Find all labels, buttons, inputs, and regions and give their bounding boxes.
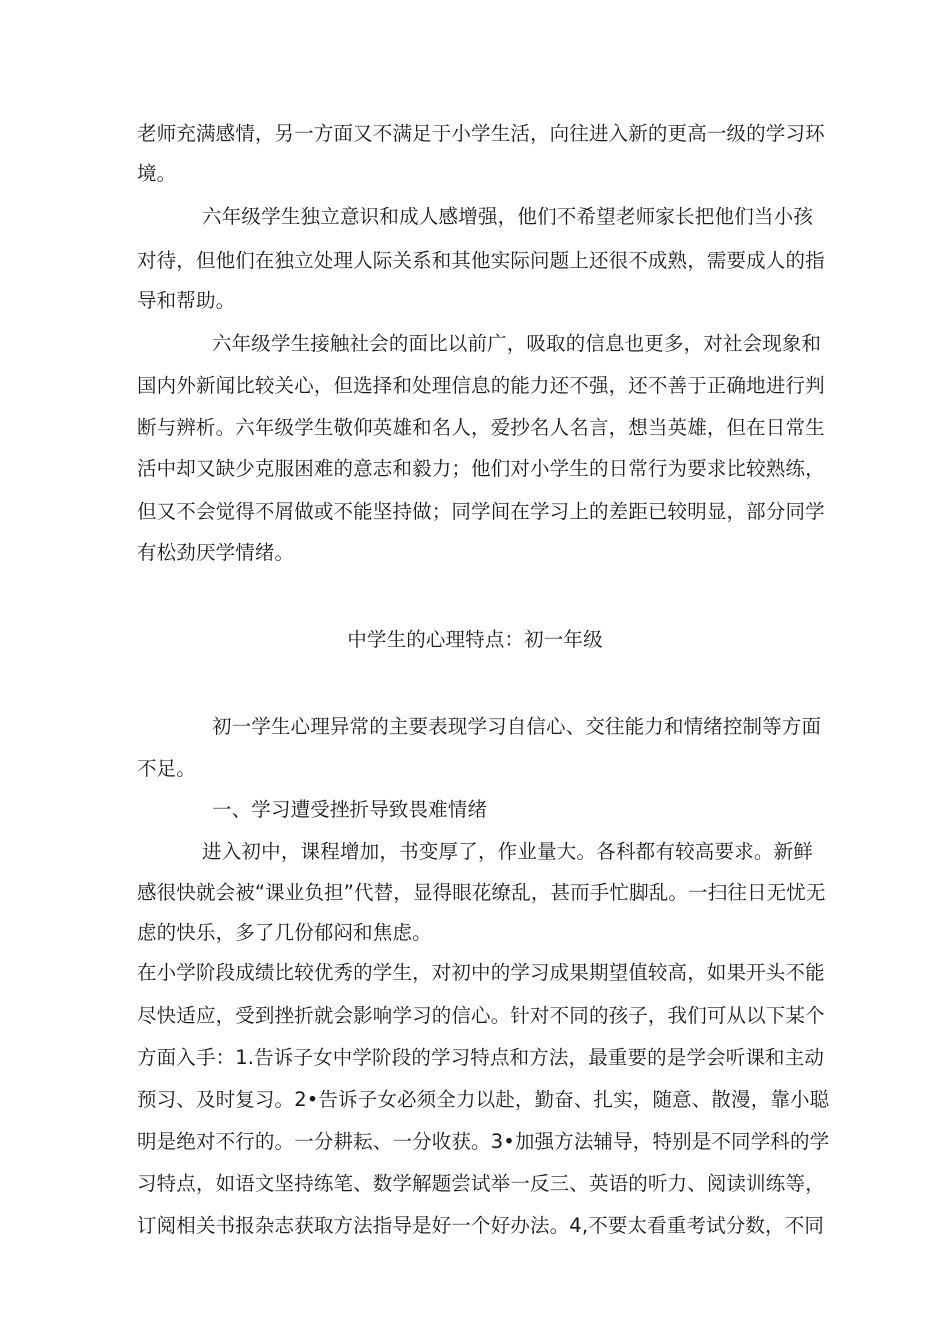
paragraph-first-line: 六年级学生独立意识和成人感增强，他们不希望老师家长把他们当小孩 — [202, 205, 813, 228]
text-line: 订阅相关书报杂志获取方法指导是好一个好办法。4,不要太看重考试分数，不同 — [137, 1214, 825, 1237]
text-line: 国内外新闻比较关心，但选择和处理信息的能力还不强，还不善于正确地进行判 — [137, 374, 825, 397]
paragraph-first-line: 进入初中，课程增加，书变厚了，作业量大。各科都有较高要求。新鲜 — [202, 840, 813, 863]
text-line: 导和帮助。 — [137, 289, 236, 312]
text-line: 老师充满感情，另一方面又不满足于小学生活，向往进入新的更高一级的学习环 — [137, 122, 825, 145]
text-line: 活中却又缺少克服困难的意志和毅力；他们对小学生的日常行为要求比较熟练， — [137, 457, 825, 480]
text-line: 尽快适应，受到挫折就会影响学习的信心。针对不同的孩子，我们可从以下某个 — [137, 1004, 825, 1027]
text-line: 但又不会觉得不屑做或不能坚持做；同学间在学习上的差距已较明显，部分同学 — [137, 500, 825, 523]
text-line: 境。 — [137, 162, 177, 185]
subsection-heading: 一、学习遭受挫折导致畏难情绪 — [212, 798, 488, 821]
text-line: 预习、及时复习。2•告诉子女必须全力以赴，勤奋、扎实，随意、散漫，靠小聪 — [137, 1088, 830, 1111]
text-line: 虑的快乐，多了几份郁闷和焦虑。 — [137, 921, 432, 944]
paragraph-first-line: 初一学生心理异常的主要表现学习自信心、交往能力和情绪控制等方面 — [212, 715, 822, 738]
text-line: 不足。 — [137, 757, 196, 780]
text-line: 习特点，如语文坚持练笔、数学解题尝试举一反三、英语的听力、阅读训练等， — [137, 1172, 825, 1195]
text-line: 断与辨析。六年级学生敬仰英雄和名人，爱抄名人名言，想当英雄，但在日常生 — [137, 416, 825, 439]
paragraph-first-line: 六年级学生接触社会的面比以前广，吸取的信息也更多，对社会现象和 — [212, 332, 822, 355]
text-line: 方面入手：1.告诉子女中学阶段的学习特点和方法，最重要的是学会听课和主动 — [137, 1046, 825, 1069]
section-heading: 中学生的心理特点：初一年级 — [347, 628, 603, 651]
text-line: 在小学阶段成绩比较优秀的学生，对初中的学习成果期望值较高，如果开头不能 — [137, 961, 825, 984]
text-line: 明是绝对不行的。一分耕耘、一分收获。3•加强方法辅导，特别是不同学科的学 — [137, 1130, 830, 1153]
text-line: 有松劲厌学情绪。 — [137, 541, 295, 564]
text-line: 对待，但他们在独立处理人际关系和其他实际问题上还很不成熟，需要成人的指 — [137, 249, 825, 272]
text-line: 感很快就会被“课业负担”代替，显得眼花缭乱，甚而手忙脚乱。一扫往日无忧无 — [137, 881, 826, 904]
